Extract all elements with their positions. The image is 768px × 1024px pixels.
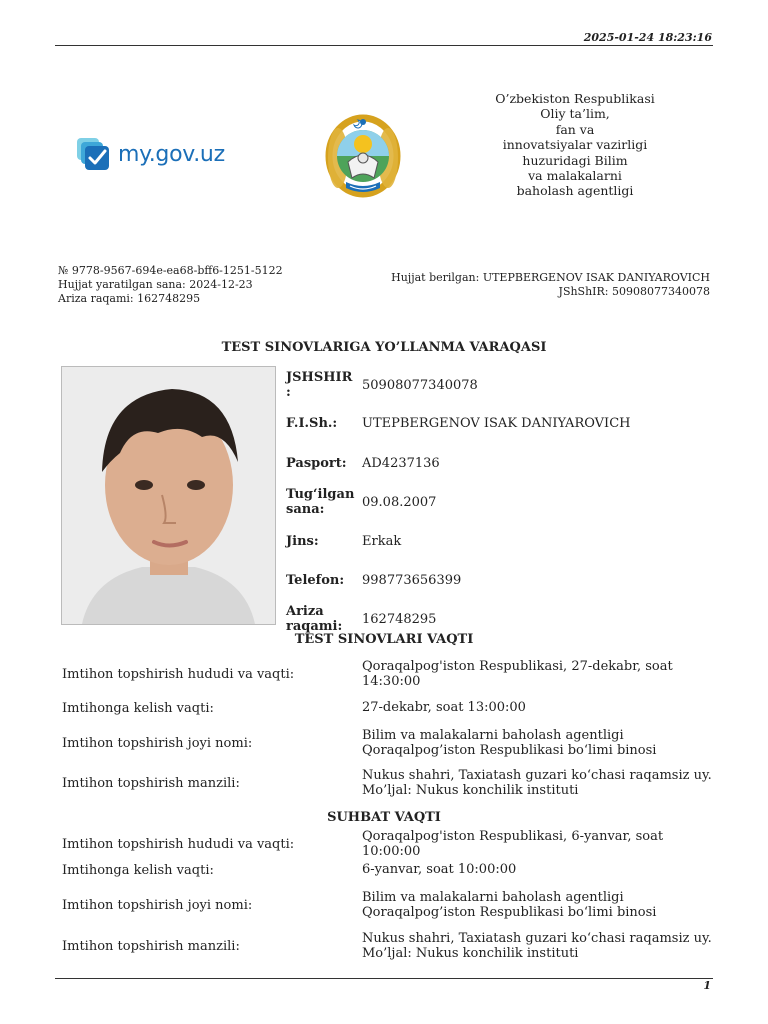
row-label: Imtihon topshirish manzili: <box>62 775 240 791</box>
row-value: Bilim va malakalarni baholash agentligi Qoraqalpog’iston Respublikasi bo‘limi binosi <box>362 889 657 920</box>
agency-line: Oliy ta’lim, <box>540 106 610 122</box>
personal-info <box>286 366 716 639</box>
agency-line: innovatsiyalar vazirligi <box>502 137 648 153</box>
info-value: UTEPBERGENOV ISAK DANIYAROVICH <box>362 416 631 431</box>
row-label: Imtihon topshirish hududi va vaqti: <box>62 836 295 852</box>
logo-text: my.gov.uz <box>118 141 225 167</box>
info-label: Jins: <box>286 533 319 549</box>
application-number: Ariza raqami: 162748295 <box>58 292 201 305</box>
print-timestamp: 2025-01-24 18:23:16 <box>583 31 712 44</box>
info-value: 09.08.2007 <box>362 494 437 510</box>
row-value: 27-dekabr, soat 13:00:00 <box>362 700 526 716</box>
agency-line: fan va <box>555 121 595 137</box>
info-label: Pasport: <box>286 455 347 471</box>
agency-line: huzuridagi Bilim <box>522 152 628 168</box>
agency-line: baholash agentligi <box>516 183 634 199</box>
test-section-title: TEST SINOVLARI VAQTI <box>294 632 474 647</box>
info-row-passport <box>286 443 716 483</box>
applicant-photo <box>61 366 276 625</box>
row-label: Imtihon topshirish joyi nomi: <box>62 735 253 751</box>
top-divider <box>55 45 713 46</box>
row-value: 6-yanvar, soat 10:00:00 <box>362 862 517 878</box>
page-number: 1 <box>703 979 711 992</box>
info-label: Ariza raqami: <box>286 604 343 634</box>
row-label: Imtihonga kelish vaqti: <box>62 862 214 878</box>
table-row <box>62 930 722 962</box>
info-value: AD4237136 <box>362 455 440 471</box>
info-label: JSHSHIR : <box>286 370 353 400</box>
agency-line: O’zbekiston Respublikasi <box>495 91 655 106</box>
row-value: Bilim va malakalarni baholash agentligi Qoraqalpog’iston Respublikasi bo‘limi binosi <box>362 727 657 758</box>
info-row-phone <box>286 561 716 599</box>
row-value: Nukus shahri, Taxiatash guzari ko‘chasi raqamsiz uy. Mo’ljal: Nukus konchilik instituti <box>362 767 712 798</box>
info-label: Tug‘ilgan sana: <box>286 487 355 517</box>
document-title: TEST SINOVLARIGA YO’LLANMA VARAQASI <box>221 340 547 355</box>
info-label: Telefon: <box>286 572 345 588</box>
table-row <box>62 860 722 880</box>
document-number: № 9778-9567-694e-ea68-bff6-1251-5122 <box>58 264 283 277</box>
table-row <box>62 889 722 921</box>
emblem-icon <box>314 108 412 200</box>
row-value: Qoraqalpog'iston Respublikasi, 27-dekabr, soat 14:30:00 <box>362 658 673 689</box>
checkbox-logo-icon <box>76 137 112 171</box>
issued-to: Hujjat berilgan: UTEPBERGENOV ISAK DANIYAROVICH <box>391 271 710 284</box>
table-row <box>62 828 722 859</box>
state-emblem <box>314 108 412 200</box>
info-row-fullname <box>286 404 716 443</box>
row-value: Qoraqalpog'iston Respublikasi, 6-yanvar, soat 10:00:00 <box>362 828 664 859</box>
info-row-pinfl <box>286 366 716 404</box>
info-value: 162748295 <box>362 611 437 627</box>
row-value: Nukus shahri, Taxiatash guzari ko‘chasi raqamsiz uy. Mo’ljal: Nukus konchilik instituti <box>362 930 712 961</box>
agency-line: va malakalarni <box>528 168 622 184</box>
table-row <box>62 698 722 718</box>
row-label: Imtihonga kelish vaqti: <box>62 700 214 716</box>
info-value: Erkak <box>362 533 402 549</box>
recipient-meta <box>391 271 710 299</box>
info-row-birthdate <box>286 483 716 521</box>
interview-section-title: SUHBAT VAQTI <box>327 810 441 825</box>
pinfl: JShShIR: 50908077340078 <box>558 285 710 298</box>
document-meta <box>58 264 283 306</box>
created-date: Hujjat yaratilgan sana: 2024-12-23 <box>58 278 253 291</box>
info-row-gender <box>286 521 716 561</box>
row-label: Imtihon topshirish hududi va vaqti: <box>62 666 295 682</box>
row-label: Imtihon topshirish manzili: <box>62 938 240 954</box>
table-row <box>62 658 722 690</box>
portrait-icon <box>62 367 275 624</box>
info-label: F.I.Sh.: <box>286 416 338 431</box>
agency-name <box>470 91 680 199</box>
table-row <box>62 727 722 759</box>
info-value: 998773656399 <box>362 572 462 588</box>
table-row <box>62 767 722 799</box>
bottom-divider <box>55 978 713 979</box>
mygov-logo <box>76 136 236 172</box>
info-value: 50908077340078 <box>362 377 478 393</box>
row-label: Imtihon topshirish joyi nomi: <box>62 897 253 913</box>
